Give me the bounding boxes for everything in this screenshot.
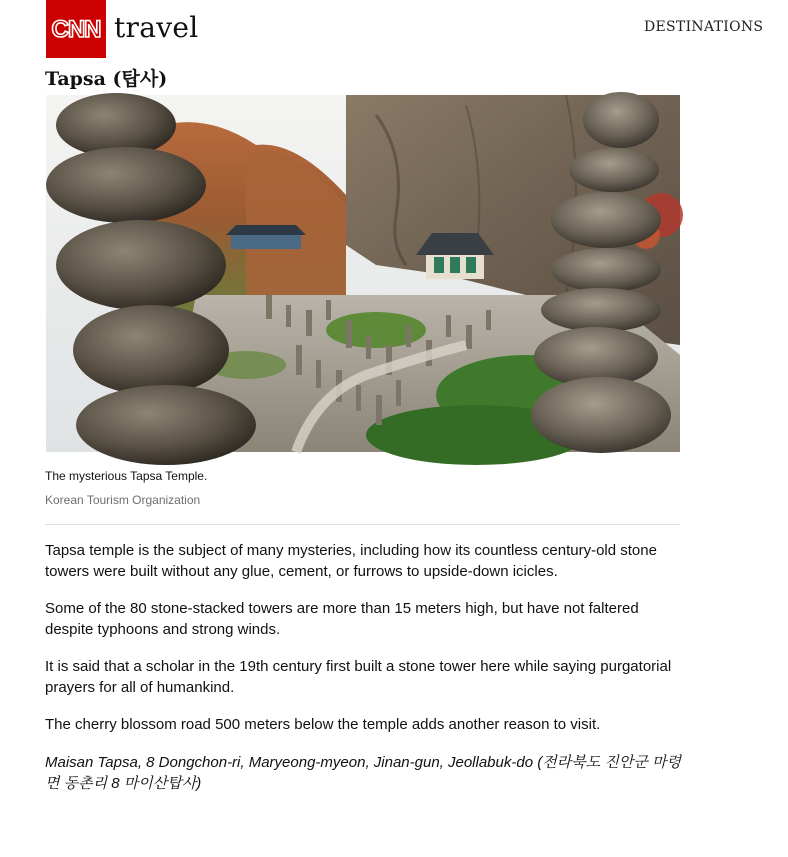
- image-caption: The mysterious Tapsa Temple.: [45, 469, 208, 483]
- paragraph-1: Tapsa temple is the subject of many mysteries, including how its countless century-old stone towers were built without any glue, cement, or furrows to upside-down icicles.: [45, 542, 657, 580]
- paragraph-4: The cherry blossom road 500 meters below the temple adds another reason to visit.: [45, 716, 601, 733]
- cnn-logo-text: CNN: [51, 16, 101, 43]
- travel-brand-link[interactable]: travel: [114, 11, 199, 44]
- article-image: [46, 95, 680, 452]
- cnn-logo[interactable]: [46, 0, 106, 58]
- paragraph-3: It is said that a scholar in the 19th century first built a stone tower here while saying purgatorial prayers for all of humankind.: [45, 658, 672, 696]
- cnn-logo-icon: [50, 14, 102, 44]
- nav-item-destinations[interactable]: DESTINATIONS: [644, 19, 764, 35]
- address: Maisan Tapsa, 8 Dongchon-ri, Maryeong-myeon, Jinan-gun, Jeollabuk-do (전라북도 진안군 마령면 동촌리 8 마이산탑사): [45, 754, 681, 792]
- image-credit: Korean Tourism Organization: [45, 493, 201, 507]
- site-header: [0, 0, 788, 58]
- photo-of-stone-towers-and-temple-icon: [46, 95, 680, 452]
- divider: [45, 524, 680, 525]
- paragraph-2: Some of the 80 stone-stacked towers are more than 15 meters high, but have not faltered despite typhoons and strong winds.: [45, 600, 639, 638]
- top-nav: [644, 18, 764, 40]
- section-title: Tapsa (탑사): [45, 68, 168, 90]
